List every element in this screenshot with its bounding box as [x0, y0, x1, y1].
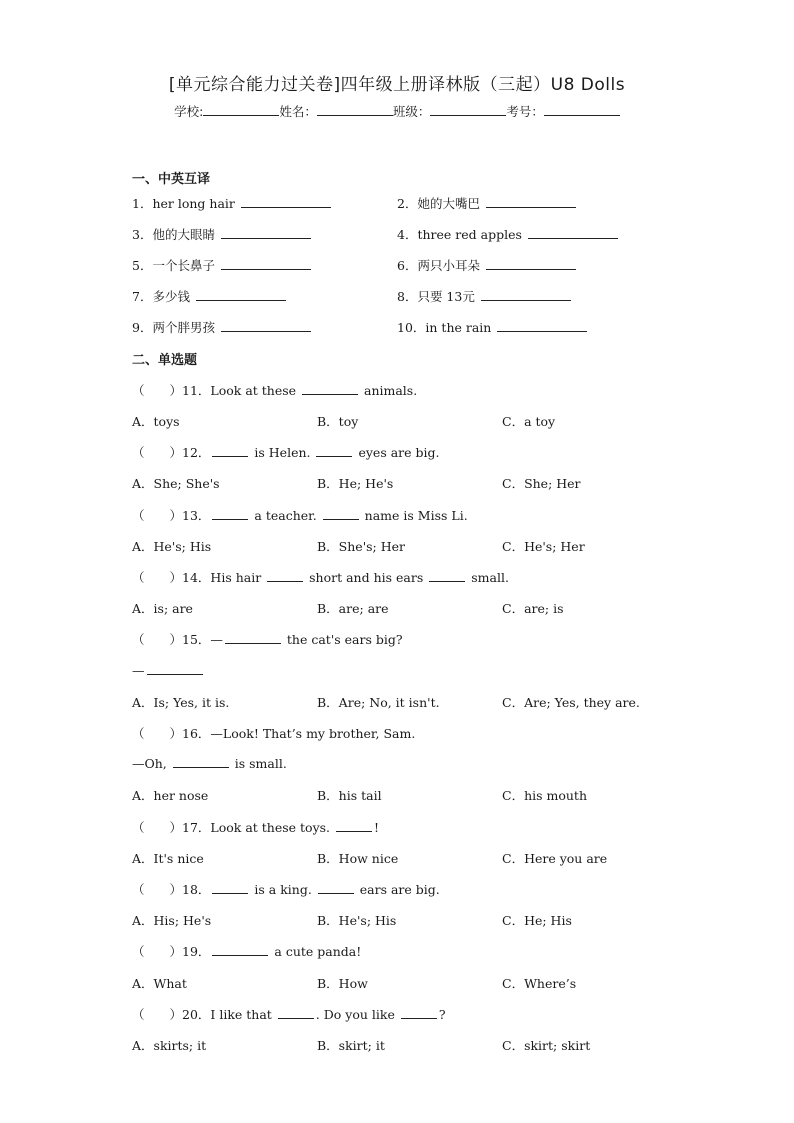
stem-text: animals. — [360, 383, 418, 398]
option-b[interactable]: B．He's; His — [317, 913, 397, 928]
question-number: 14． — [182, 570, 211, 585]
answer-blank[interactable] — [497, 319, 587, 332]
answer-parentheses[interactable]: （ ） — [132, 383, 183, 398]
answer-blank[interactable] — [241, 195, 331, 208]
translation-text: 3．他的大眼睛 — [132, 227, 215, 242]
answer-parentheses[interactable]: （ ） — [132, 445, 183, 460]
class-label: 班级： — [392, 104, 431, 119]
stem-text: Look at these toys. — [210, 820, 334, 835]
class-blank[interactable] — [430, 103, 506, 116]
option-a[interactable]: A．She; She's — [132, 476, 220, 491]
option-a[interactable]: A．It's nice — [132, 851, 204, 866]
stem-blank — [173, 755, 229, 768]
stem-text: — — [132, 663, 145, 678]
option-b[interactable]: B．are; are — [317, 601, 389, 616]
stem-text: . Do you like — [315, 1007, 399, 1022]
question-stem — [132, 818, 379, 836]
stem-text: — — [210, 632, 223, 647]
stem-text: is a king. — [250, 882, 316, 897]
option-c[interactable]: C．Here you are — [502, 851, 608, 866]
stem-text: a teacher. — [250, 508, 321, 523]
answer-parentheses[interactable]: （ ） — [132, 726, 183, 741]
answer-parentheses[interactable]: （ ） — [132, 570, 183, 585]
section-translation-title: 一、中英互译 — [132, 172, 211, 187]
answer-parentheses[interactable]: （ ） — [132, 820, 183, 835]
option-c[interactable]: C．He's; Her — [502, 539, 585, 554]
option-b[interactable]: B．toy — [317, 414, 359, 429]
question-number: 20． — [182, 1007, 211, 1022]
answer-parentheses[interactable]: （ ） — [132, 1007, 183, 1022]
stem-text: Look at these — [210, 383, 301, 398]
stem-blank — [401, 1006, 437, 1019]
option-a[interactable]: A．What — [132, 976, 187, 991]
stem-blank — [323, 507, 359, 520]
question-number: 19． — [182, 944, 211, 959]
stem-blank — [302, 382, 358, 395]
student-info-line — [0, 102, 794, 120]
stem-text: —Oh, — [132, 756, 171, 771]
stem-blank — [267, 569, 303, 582]
question-stem — [132, 443, 439, 461]
stem-blank — [212, 943, 268, 956]
question-number: 11． — [182, 383, 211, 398]
answer-blank[interactable] — [221, 226, 311, 239]
option-c[interactable]: C．his mouth — [502, 788, 588, 803]
question-number: 18． — [182, 882, 211, 897]
option-b[interactable]: B．skirt; it — [317, 1038, 385, 1053]
answer-blank[interactable] — [528, 226, 618, 239]
answer-blank[interactable] — [486, 257, 576, 270]
answer-blank[interactable] — [481, 288, 571, 301]
stem-text: ears are big. — [355, 882, 440, 897]
question-stem — [132, 381, 417, 399]
name-blank[interactable] — [317, 103, 393, 116]
answer-blank[interactable] — [221, 319, 311, 332]
stem-text: short and his ears — [305, 570, 428, 585]
translation-item — [397, 256, 576, 274]
stem-text: is small. — [230, 756, 287, 771]
stem-text: ? — [438, 1007, 446, 1022]
stem-text: small. — [467, 570, 509, 585]
question-number: 13． — [182, 508, 211, 523]
question-stem — [132, 942, 361, 960]
translation-text: 4．three red apples — [397, 227, 522, 242]
translation-item — [132, 318, 311, 336]
question-number: 15． — [182, 632, 211, 647]
answer-blank[interactable] — [221, 257, 311, 270]
translation-item — [397, 287, 571, 305]
translation-text: 7．多少钱 — [132, 289, 190, 304]
stem-blank — [212, 444, 248, 457]
translation-item — [397, 225, 618, 243]
stem-blank — [212, 507, 248, 520]
question-reply-line — [132, 662, 205, 678]
translation-text: 10．in the rain — [397, 320, 492, 335]
section-choice-title: 二、单选题 — [132, 353, 198, 368]
answer-parentheses[interactable]: （ ） — [132, 632, 183, 647]
option-a[interactable]: A．skirts; it — [132, 1038, 207, 1053]
option-b[interactable]: B．He; He's — [317, 476, 394, 491]
translation-text: 9．两个胖男孩 — [132, 320, 215, 335]
stem-blank — [429, 569, 465, 582]
answer-blank[interactable] — [196, 288, 286, 301]
option-a[interactable]: A．is; are — [132, 601, 193, 616]
stem-text: a cute panda! — [270, 944, 362, 959]
option-b[interactable]: B．How — [317, 976, 368, 991]
translation-item — [132, 287, 286, 305]
question-stem — [132, 630, 403, 648]
question-number: 16． — [182, 726, 211, 741]
exam-number-blank[interactable] — [544, 103, 620, 116]
translation-item — [132, 225, 311, 243]
option-b[interactable]: B．How nice — [317, 851, 399, 866]
stem-blank — [336, 819, 372, 832]
option-a[interactable]: A．toys — [132, 414, 180, 429]
option-b[interactable]: B．his tail — [317, 788, 382, 803]
answer-blank[interactable] — [486, 195, 576, 208]
option-a[interactable]: A．His; He's — [132, 913, 212, 928]
stem-blank — [147, 662, 203, 675]
option-c[interactable]: C．He; His — [502, 913, 572, 928]
option-a[interactable]: A．Is; Yes, it is. — [132, 695, 230, 710]
stem-blank — [278, 1006, 314, 1019]
option-c[interactable]: C．skirt; skirt — [502, 1038, 591, 1053]
translation-text: 2．她的大嘴巴 — [397, 196, 480, 211]
school-blank[interactable] — [203, 103, 279, 116]
translation-item — [132, 194, 331, 212]
question-stem — [132, 568, 509, 586]
translation-text: 6．两只小耳朵 — [397, 258, 480, 273]
stem-blank — [225, 631, 281, 644]
translation-text: 5．一个长鼻子 — [132, 258, 215, 273]
option-a[interactable]: A．He's; His — [132, 539, 212, 554]
question-reply-line — [132, 755, 287, 771]
translation-item — [397, 194, 576, 212]
stem-text: His hair — [210, 570, 266, 585]
translation-text: 1．her long hair — [132, 196, 235, 211]
answer-parentheses[interactable]: （ ） — [132, 944, 183, 959]
page-title: [单元综合能力过关卷]四年级上册译林版（三起）U8 Dolls — [168, 75, 626, 95]
stem-text: ! — [374, 820, 380, 835]
question-stem — [132, 1005, 446, 1023]
translation-text: 8．只要 13元 — [397, 289, 475, 304]
question-number: 12． — [182, 445, 211, 460]
stem-text: eyes are big. — [354, 445, 440, 460]
stem-text: —Look! That’s my brother, Sam. — [210, 726, 416, 741]
stem-blank — [318, 881, 354, 894]
name-label: 姓名： — [279, 104, 317, 119]
question-stem — [132, 506, 468, 524]
option-c[interactable]: C．are; is — [502, 601, 564, 616]
school-label: 学校: — [174, 104, 204, 119]
option-b[interactable]: B．She's; Her — [317, 539, 406, 554]
translation-item — [132, 256, 311, 274]
question-number: 17． — [182, 820, 211, 835]
option-a[interactable]: A．her nose — [132, 788, 209, 803]
exam-number-label: 考号： — [506, 104, 544, 119]
option-c[interactable]: C．She; Her — [502, 476, 581, 491]
option-c[interactable]: C．a toy — [502, 414, 556, 429]
option-c[interactable]: C．Are; Yes, they are. — [502, 695, 640, 710]
stem-text: name is Miss Li. — [360, 508, 468, 523]
option-b[interactable]: B．Are; No, it isn't. — [317, 695, 440, 710]
stem-text: is Helen. — [250, 445, 315, 460]
answer-parentheses[interactable]: （ ） — [132, 508, 183, 523]
translation-item — [397, 318, 587, 336]
stem-text: I like that — [210, 1007, 276, 1022]
stem-blank — [212, 881, 248, 894]
question-stem — [132, 880, 440, 898]
option-c[interactable]: C．Where’s — [502, 976, 577, 991]
answer-parentheses[interactable]: （ ） — [132, 882, 183, 897]
stem-blank — [316, 444, 352, 457]
stem-text: the cat's ears big? — [282, 632, 403, 647]
question-stem — [132, 724, 415, 742]
